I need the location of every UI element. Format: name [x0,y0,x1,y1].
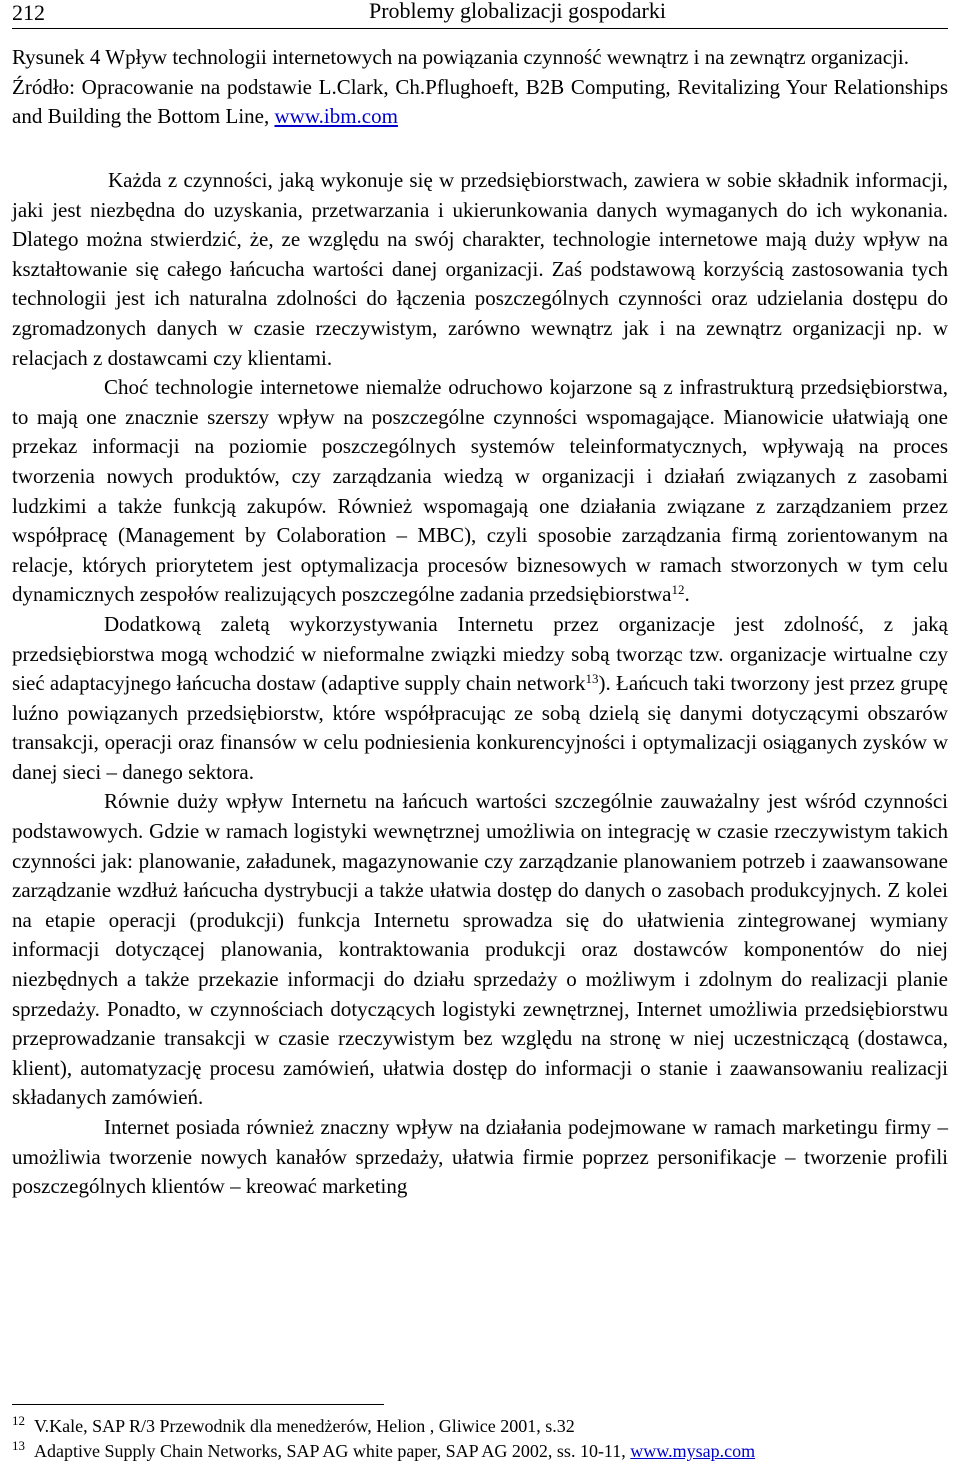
footnote [12,1414,948,1439]
running-header-title: Problemy globalizacji gospodarki [369,0,666,23]
figure-caption-block [12,43,948,132]
ibm-link[interactable]: www.ibm.com [274,104,398,128]
running-header [12,0,948,29]
footnote-mark: 13 [12,1438,25,1453]
paragraph [12,373,948,610]
paragraph-text: Równie duży wpływ Internetu na łańcuch wartości szczególnie zauważalny jest wśród czynności podstawowych. Gdzie w ramach logistyki wewnętrznej umożliwia on integrację w czasie rzeczywistym takich czynności jak: planowanie, załadunek, magazynowanie czy zarządzanie planowaniem potrzeb i zaawansowane zarządzanie wzdłuż łańcucha dystrybucji a także ułatwia dostęp do danych o zasobach produkcyjnych. Z kolei na etapie operacji (produkcji) funkcja Internetu sprowadza się do ułatwienia zintegrowanej wymiany informacji dotyczącej planowania, kontraktowania produkcji oraz dostawców komponentów do niej niezbędnych a także przekazie informacji do działu sprzedaży o możliwym i zdolnym do realizacji planie sprzedaży. Ponadto, w czynnościach dotyczących logistyki zewnętrznej, Internet umożliwia przedsiębiorstwu przeprowadzanie transakcji w czasie rzeczywistym bez względu na stronę w niej uczestniczącą (dostawca, klient), automatyzację procesu zamówień, ułatwia dostęp do informacji o stanie i zaawansowaniu realizacji składanych zamówień. [12,789,948,1110]
footnote-text: V.Kale, SAP R/3 Przewodnik dla menedżerów, Helion , Gliwice 2001, s.32 [34,1416,575,1436]
paragraph [12,166,948,373]
paragraph-text-tail: ). Łańcuch taki tworzony jest przez grupę luźno powiązanych przedsiębiorstw, które współpracując ze sobą dzielą się danymi dotyczącymi obszarów transakcji, operacji oraz finansów w celu podniesienia konkurencyjności i optymalizacji osiąganych zysków w danej sieci – danego sektora. [12,671,948,784]
body-text [12,166,948,1202]
page-number: 212 [12,0,45,25]
figure-source-text: Źródło: Opracowanie na podstawie L.Clark, Ch.Pflughoeft, B2B Computing, Revitalizing Your Relationships and Building the Bottom Line, [12,74,948,128]
paragraph [12,1113,948,1202]
paragraph-text-tail: . [684,582,690,607]
footnotes [12,1414,948,1464]
paragraph [12,787,948,1113]
paragraph-text: Choć technologie internetowe niemalże odruchowo kojarzone są z infrastrukturą przedsiębiorstwa, to mają one znacznie szerszy wpływ na poszczególne czynności wspomagające. Mianowicie ułatwiają one przekaz informacji na poziomie poszczególnych systemów teleinformatycznych, wpływają na proces tworzenia nowych produktów, czy zarządzania wiedzą w organizacji i działań związanych z zasobami ludzkimi a także funkcją zakupów. Również wspomagają one działania związane z zarządzaniem przez współpracę (Management by Colaboration – MBC), czyli sposobie zarządzania firmą zorientowanym na relacje, których priorytetem jest optymalizacja procesów biznesowych w ramach stworzonych w tym celu dynamicznych zespołów realizujących poszczególne zadania przedsiębiorstwa [12,375,948,607]
footnote-divider [12,1404,384,1405]
paragraph-text: Internet posiada również znaczny wpływ na działania podejmowane w ramach marketingu firmy – umożliwia tworzenie nowych kanałów sprzedaży, ułatwia firmie poprzez personifikacje – tworzenie profili poszczególnych klientów – kreować marketing [12,1115,948,1199]
paragraph-text: Dodatkową zaletą wykorzystywania Internetu przez organizacje jest zdolność, z jaką przedsiębiorstwa mogą wchodzić w nieformalne związki miedzy sobą tworząc tzw. organizacje wirtualne czy sieć adaptacyjnego łańcucha dostaw (adaptive supply chain network [12,611,948,696]
footnote-ref: 13 [585,671,599,687]
footnote-text: Adaptive Supply Chain Networks, SAP AG white paper, SAP AG 2002, ss. 10-11, [34,1441,626,1461]
footnote [12,1439,948,1464]
paragraph [12,610,948,788]
footnote-ref: 12 [671,582,685,598]
figure-source [12,73,948,132]
paragraph-text: Każda z czynności, jaką wykonuje się w przedsiębiorstwach, zawiera w sobie składnik informacji, jaki jest niezbędna do uzyskania, przetwarzania i ukierunkowania danych wymaganych do ich wykonania. Dlatego można stwierdzić, że, ze względu na swój charakter, technologie internetowe mają duży wpływ na kształtowanie się całego łańcucha wartości danej organizacji. Zaś podstawową korzyścią zastosowania tych technologii jest ich naturalna zdolności do łączenia poszczególnych czynności oraz udzielania dostępu do zgromadzonych danych w czasie rzeczywistym, zarówno wewnątrz jak i na zewnątrz organizacji np. w relacjach z dostawcami czy klientami. [12,168,948,370]
figure-caption: Rysunek 4 Wpływ technologii internetowych na powiązania czynność wewnątrz i na zewnątrz organizacji. [12,45,909,69]
footnote-mark: 12 [12,1413,25,1428]
mysap-link[interactable]: www.mysap.com [630,1441,756,1461]
